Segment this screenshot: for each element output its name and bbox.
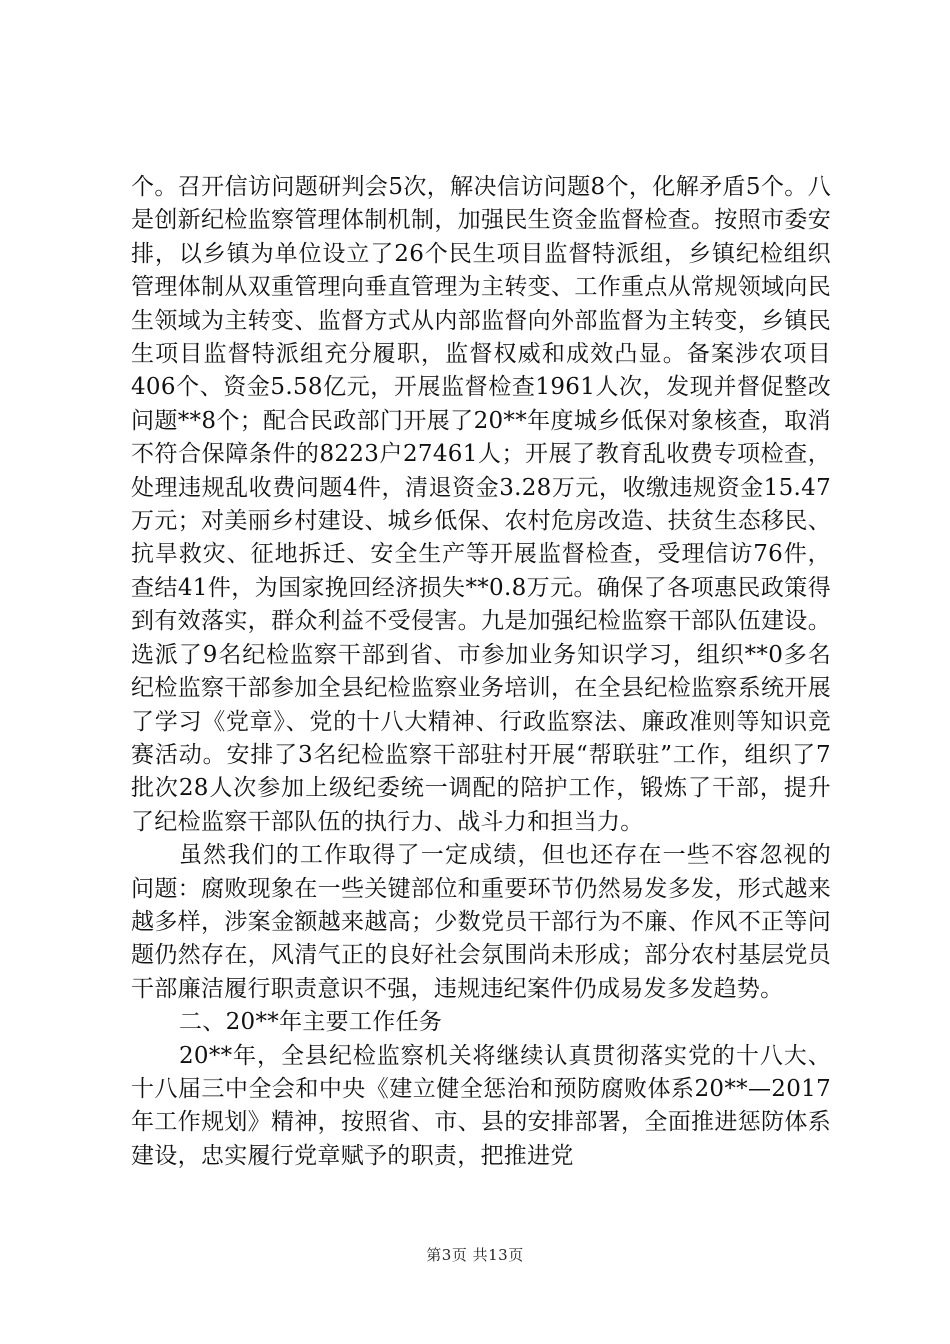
document-body	[131, 171, 831, 1173]
page-number-footer: 第3页 共13页	[426, 1246, 524, 1264]
paragraph-1: 个。召开信访问题研判会5次，解决信访问题8个，化解矛盾5个。八是创新纪检监察管理体制机制，加强民生资金监督检查。按照市委安排，以乡镇为单位设立了26个民生项目监督特派组，乡镇纪检组织管理体制从双重管理向垂直管理为主转变、工作重点从常规领域向民生领域为主转变、监督方式从内部监督向外部监督为主转变，乡镇民生项目监督特派组充分履职，监督权威和成效凸显。备案涉农项目406个、资金5.58亿元，开展监督检查1961人次，发现并督促整改问题**8个；配合民政部门开展了20**年度城乡低保对象核查，取消不符合保障条件的8223户27461人；开展了教育乱收费专项检查，处理违规乱收费问题4件，清退资金3.28万元，收缴违规资金15.47万元；对美丽乡村建设、城乡低保、农村危房改造、扶贫生态移民、抗旱救灾、征地拆迁、安全生产等开展监督检查，受理信访76件，查结41件，为国家挽回经济损失**0.8万元。确保了各项惠民政策得到有效落实，群众利益不受侵害。九是加强纪检监察干部队伍建设。选派了9名纪检监察干部到省、市参加业务知识学习，组织**0多名纪检监察干部参加全县纪检监察业务培训，在全县纪检监察系统开展了学习《党章》、党的十八大精神、行政监察法、廉政准则等知识竞赛活动。安排了3名纪检监察干部驻村开展“帮联驻”工作，组织了7批次28人次参加上级纪委统一调配的陪护工作，锻炼了干部，提升了纪检监察干部队伍的执行力、战斗力和担当力。	[131, 174, 831, 835]
paragraph-2: 虽然我们的工作取得了一定成绩，但也还存在一些不容忽视的问题：腐败现象在一些关键部位和重要环节仍然易发多发，形式越来越多样，涉案金额越来越高；少数党员干部行为不廉、作风不正等问题仍然存在，风清气正的良好社会氛围尚未形成；部分农村基层党员干部廉洁履行职责意识不强，违规违纪案件仍成易发多发趋势。	[131, 842, 831, 1002]
section-heading: 二、20**年主要工作任务	[179, 1009, 443, 1036]
paragraph-3: 20**年，全县纪检监察机关将继续认真贯彻落实党的十八大、十八届三中全会和中央《建立健全惩治和预防腐败体系20**—2017年工作规划》精神，按照省、市、县的安排部署，全面推进惩防体系建设，忠实履行党章赋予的职责，把推进党	[131, 1042, 831, 1169]
